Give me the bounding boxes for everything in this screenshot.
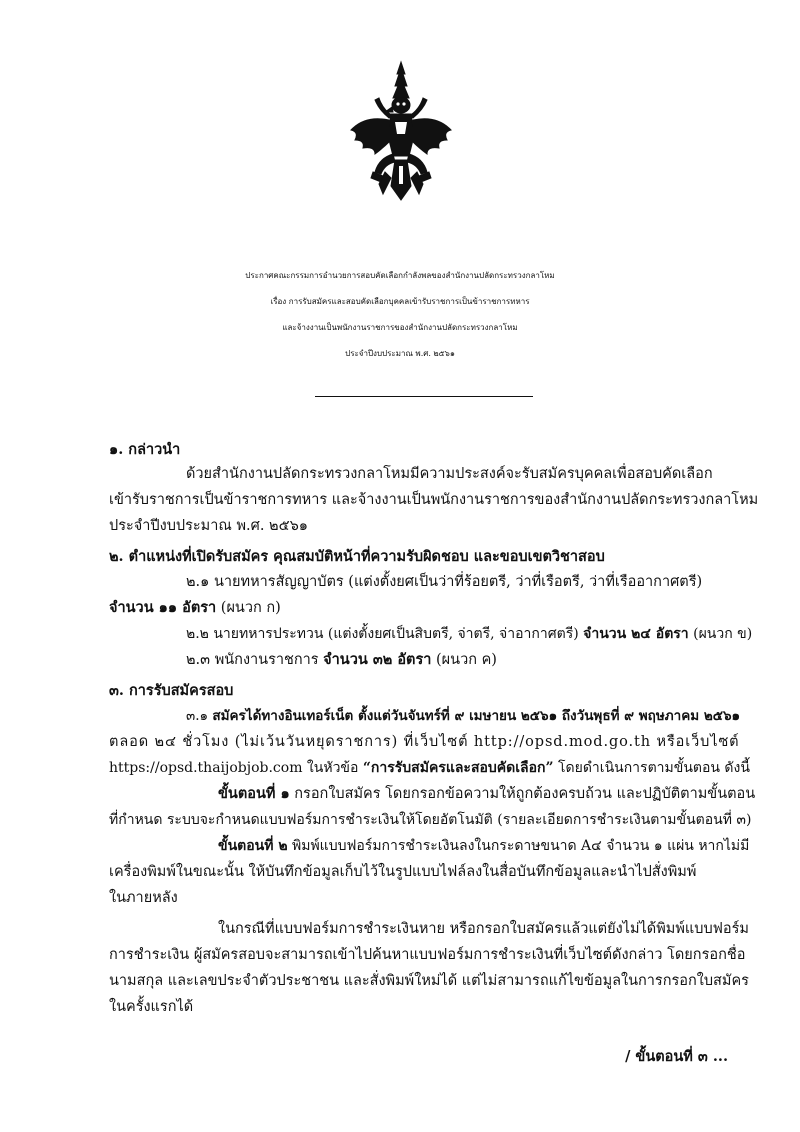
section-1-paragraph-line: เข้ารับราชการเป็นข้าราชการทหาร และจ้างงานเป็นพนักงานราชการของสำนักงานปลัดกระทรวงกลาโหม xyxy=(109,492,759,508)
position-item-government-employee xyxy=(186,648,497,672)
step-1-continued: ที่กำหนด ระบบจะกำหนดแบบฟอร์มการชำระเงินให้โดยอัตโนมัติ (รายละเอียดการชำระเงินตามขั้นตอนที่ ๓) xyxy=(109,812,752,828)
step-2-text: พิมพ์แบบฟอร์มการชำระเงินลงในกระดาษขนาด A๔ จำนวน ๑ แผ่น หากไม่มี xyxy=(287,838,750,854)
note-paragraph-line: นามสกุล และเลขประจำตัวประชาชน และสั่งพิมพ์ใหม่ได้ แต่ไม่สามารถแก้ไขข้อมูลในการกรอกใบสมัคร xyxy=(109,973,749,989)
step-1-text: กรอกใบสมัคร โดยกรอกข้อความให้ถูกต้องครบถ้วน และปฏิบัติตามขั้นตอน xyxy=(289,786,756,802)
application-dates: สมัครได้ทางอินเทอร์เน็ต ตั้งแต่วันจันทร์ที่ ๙ เมษายน ๒๕๖๑ ถึงวันพุธที่ ๙ พฤษภาคม ๒๕๖๑ xyxy=(212,708,741,724)
announcement-subject: เรื่อง การรับสมัครและสอบคัดเลือกบุคคลเข้ารับราชการเป็นข้าราชการทหาร xyxy=(270,297,530,306)
position-item-commissioned: ๒.๑ นายทหารสัญญาบัตร (แต่งตั้งยศเป็นว่าที่ร้อยตรี, ว่าที่เรือตรี, ว่าที่เรืออากาศตรี) xyxy=(186,574,703,590)
step-2 xyxy=(218,834,749,858)
note-paragraph-line: ในครั้งแรกได้ xyxy=(109,999,194,1015)
step-1 xyxy=(218,782,755,806)
announcement-subject-cont: และจ้างงานเป็นพนักงานราชการของสำนักงานปลัดกระทรวงกลาโหม xyxy=(282,323,518,332)
annex-ref: (ผนวก ก) xyxy=(216,600,281,616)
section-2-heading: ๒. ตำแหน่งที่เปิดรับสมัคร คุณสมบัติหน้าที่ความรับผิดชอบ และขอบเขตวิชาสอบ xyxy=(109,548,605,565)
position-label: ๒.๒ นายทหารประทวน (แต่งตั้งยศเป็นสิบตรี, จ่าตรี, จ่าอากาศตรี) xyxy=(186,626,584,642)
application-hours-websites: ตลอด ๒๔ ชั่วโมง (ไม่เว้นวันหยุดราชการ) ที่เว็บไซต์ http://opsd.mod.go.th หรือเว็บไซต์ xyxy=(109,734,740,750)
announcement-title: ประกาศคณะกรรมการอำนวยการสอบคัดเลือกกำลังพลของสำนักงานปลัดกระทรวงกลาโหม xyxy=(245,271,555,280)
continuation-marker: / ขั้นตอนที่ ๓ ... xyxy=(625,1048,728,1065)
application-topic-line xyxy=(109,756,750,780)
item-number: ๓.๑ xyxy=(186,708,213,724)
section-1-paragraph-line: ด้วยสำนักงานปลัดกระทรวงกลาโหมมีความประสงค์จะรับสมัครบุคคลเพื่อสอบคัดเลือก xyxy=(186,466,713,482)
note-paragraph-line: การชำระเงิน ผู้สมัครสอบจะสามารถเข้าไปค้นหาแบบฟอร์มการชำระเงินที่เว็บไซต์ดังกล่าว โดยกรอกชื่อ xyxy=(109,947,746,963)
section-1-heading: ๑. กล่าวนำ xyxy=(109,441,181,458)
step-2-label: ขั้นตอนที่ ๒ xyxy=(218,838,288,854)
position-item-commissioned-count xyxy=(109,596,281,620)
quota-count: จำนวน ๑๑ อัตรา xyxy=(109,599,217,616)
quota-count: จำนวน ๓๒ อัตรา xyxy=(323,651,432,668)
annex-ref: (ผนวก ข) xyxy=(688,626,753,642)
topic-name: “การรับสมัครและสอบคัดเลือก” xyxy=(362,760,554,776)
annex-ref: (ผนวก ค) xyxy=(431,652,497,668)
garuda-emblem-icon xyxy=(345,60,457,210)
position-label: ๒.๓ พนักงานราชการ xyxy=(186,652,324,668)
step-2-continued: ในภายหลัง xyxy=(109,890,178,906)
quota-count: จำนวน ๒๔ อัตรา xyxy=(583,626,689,642)
fiscal-year: ประจำปีงบประมาณ พ.ศ. ๒๕๖๑ xyxy=(345,349,455,358)
section-3-heading: ๓. การรับสมัครสอบ xyxy=(109,682,234,699)
step-1-label: ขั้นตอนที่ ๑ xyxy=(218,785,290,802)
header-divider xyxy=(315,396,533,397)
section-1-paragraph-line: ประจำปีงบประมาณ พ.ศ. ๒๕๖๑ xyxy=(109,518,308,534)
position-item-noncommissioned xyxy=(186,622,752,646)
step-2-continued: เครื่องพิมพ์ในขณะนั้น ให้บันทึกข้อมูลเก็บไว้ในรูปแบบไฟล์ลงในสื่อบันทึกข้อมูลและนำไปสั่งพิมพ์ xyxy=(109,864,697,880)
note-paragraph-line: ในกรณีที่แบบฟอร์มการชำระเงินหาย หรือกรอกใบสมัครแล้วแต่ยังไม่ได้พิมพ์แบบฟอร์ม xyxy=(218,921,749,937)
website-link: https://opsd.thaijobjob.com ในหัวข้อ xyxy=(109,760,363,776)
procedure-intro: โดยดำเนินการตามขั้นตอน ดังนี้ xyxy=(553,760,750,776)
application-period xyxy=(186,704,740,728)
